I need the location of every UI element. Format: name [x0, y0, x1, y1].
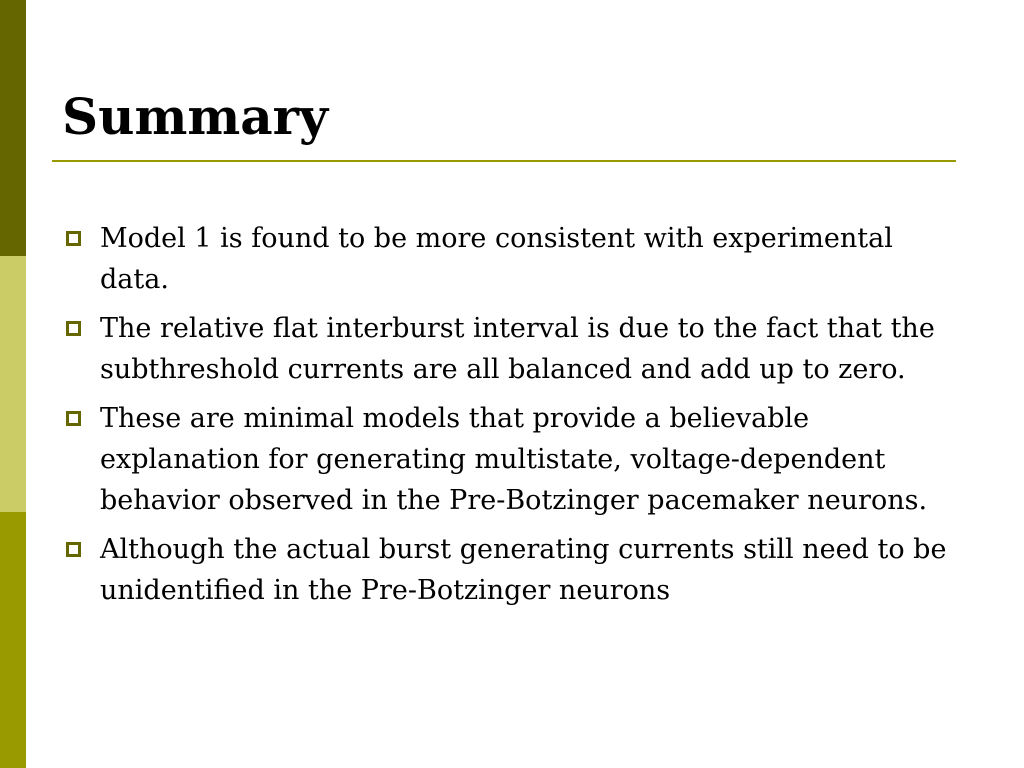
bullet-item [62, 218, 952, 300]
hollow-square-bullet-icon [66, 231, 81, 246]
bullet-text: Model 1 is found to be more consistent with experimental data. [100, 223, 893, 295]
bullet-list [62, 218, 952, 619]
bullet-item [62, 398, 952, 521]
side-bar-segment-bottom [0, 512, 26, 768]
side-bar-segment-middle [0, 256, 26, 512]
hollow-square-bullet-icon [66, 542, 81, 557]
bullet-text: The relative flat interburst interval is due to the fact that the subthreshold currents are all balanced and add up to zero. [100, 313, 935, 385]
bullet-text: These are minimal models that provide a believable explanation for generating multistate, voltage-dependent behavior observed in the Pre-Botzinger pacemaker neurons. [100, 403, 928, 516]
hollow-square-bullet-icon [66, 411, 81, 426]
hollow-square-bullet-icon [66, 321, 81, 336]
slide-title: Summary [62, 87, 329, 146]
bullet-item [62, 529, 952, 611]
decorative-side-bar [0, 0, 26, 768]
bullet-text: Although the actual burst generating currents still need to be unidentified in the Pre-Botzinger neurons [100, 534, 947, 606]
bullet-item [62, 308, 952, 390]
title-divider [52, 160, 956, 162]
side-bar-segment-top [0, 0, 26, 256]
